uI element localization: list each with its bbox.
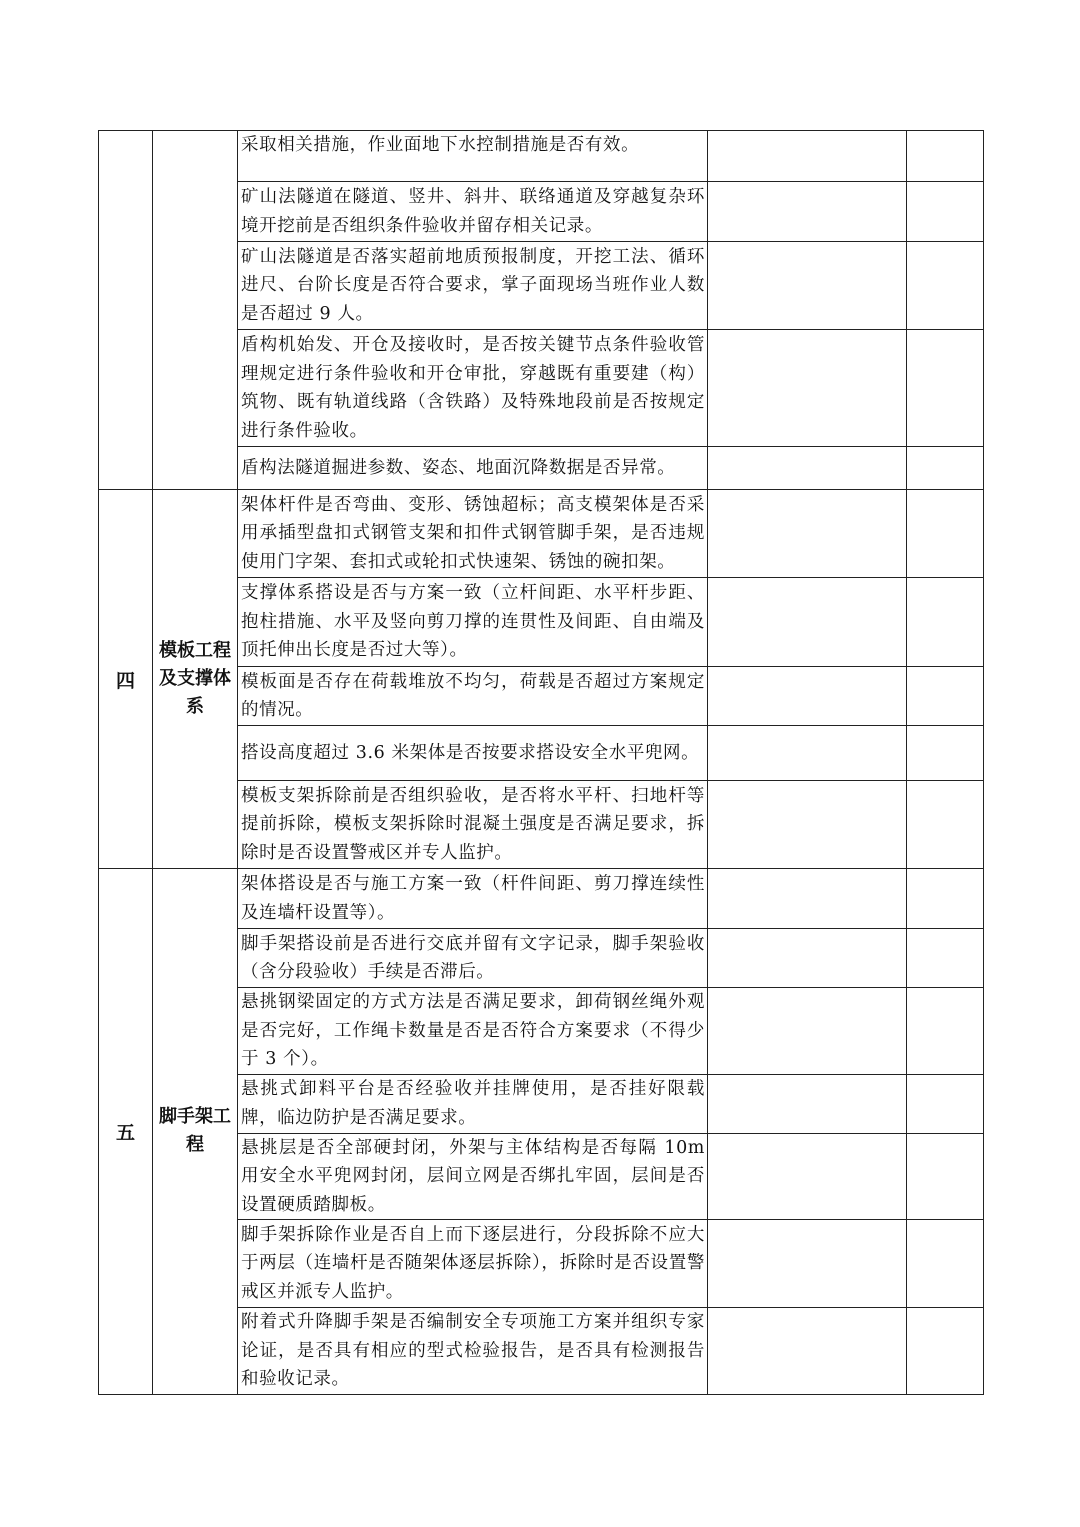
result-cell [708, 490, 907, 578]
remark-cell [907, 1220, 984, 1308]
check-item: 附着式升降脚手架是否编制安全专项施工方案并组织专家论证，是否具有相应的型式检验报告，是否具有检测报告和验收记录。 [238, 1308, 708, 1395]
section-number-cell: 四 [99, 490, 153, 869]
check-item: 模板面是否存在荷载堆放不均匀，荷载是否超过方案规定的情况。 [238, 667, 708, 726]
result-cell [708, 929, 907, 988]
result-cell [708, 988, 907, 1075]
check-item: 悬挑钢梁固定的方式方法是否满足要求，卸荷钢丝绳外观是否完好，工作绳卡数量是否是否符合方案要求（不得少于 3 个）。 [238, 988, 708, 1075]
result-cell [708, 447, 907, 490]
check-item: 盾构机始发、开仓及接收时，是否按关键节点条件验收管理规定进行条件验收和开仓审批，穿越既有重要建（构）筑物、既有轨道线路（含铁路）及特殊地段前是否按规定进行条件验收。 [238, 330, 708, 447]
remark-cell [907, 1074, 984, 1133]
check-item: 矿山法隧道在隧道、竖井、斜井、联络通道及穿越复杂环境开挖前是否组织条件验收并留存相关记录。 [238, 182, 708, 242]
check-item: 支撑体系搭设是否与方案一致（立杆间距、水平杆步距、抱柱措施、水平及竖向剪刀撑的连贯性及间距、自由端及顶托伸出长度是否过大等）。 [238, 578, 708, 667]
remark-cell [907, 869, 984, 929]
check-item: 搭设高度超过 3.6 米架体是否按要求搭设安全水平兜网。 [238, 726, 708, 781]
check-item: 悬挑层是否全部硬封闭，外架与主体结构是否每隔 10m 用安全水平兜网封闭，层间立网是否绑扎牢固，层间是否设置硬质踏脚板。 [238, 1133, 708, 1220]
check-item: 盾构法隧道掘进参数、姿态、地面沉降数据是否异常。 [238, 447, 708, 490]
inspection-checklist-table [98, 130, 984, 1395]
check-item: 脚手架搭设前是否进行交底并留有文字记录，脚手架验收（含分段验收）手续是否滞后。 [238, 929, 708, 988]
remark-cell [907, 447, 984, 490]
remark-cell [907, 929, 984, 988]
remark-cell [907, 490, 984, 578]
section-number-cell: 五 [99, 869, 153, 1395]
result-cell [708, 182, 907, 242]
check-item: 矿山法隧道是否落实超前地质预报制度，开挖工法、循环进尺、台阶长度是否符合要求，掌子面现场当班作业人数是否超过 9 人。 [238, 242, 708, 330]
remark-cell [907, 242, 984, 330]
result-cell [708, 781, 907, 869]
check-item: 采取相关措施，作业面地下水控制措施是否有效。 [238, 131, 708, 182]
section-category-cell: 脚手架工程 [153, 869, 238, 1395]
remark-cell [907, 131, 984, 182]
result-cell [708, 726, 907, 781]
result-cell [708, 1133, 907, 1220]
check-item: 模板支架拆除前是否组织验收，是否将水平杆、扫地杆等提前拆除，模板支架拆除时混凝土强度是否满足要求，拆除时是否设置警戒区并专人监护。 [238, 781, 708, 869]
result-cell [708, 1074, 907, 1133]
result-cell [708, 242, 907, 330]
result-cell [708, 1308, 907, 1395]
check-item: 脚手架拆除作业是否自上而下逐层进行，分段拆除不应大于两层（连墙杆是否随架体逐层拆除），拆除时是否设置警戒区并派专人监护。 [238, 1220, 708, 1308]
remark-cell [907, 330, 984, 447]
check-item: 悬挑式卸料平台是否经验收并挂牌使用，是否挂好限载牌，临边防护是否满足要求。 [238, 1074, 708, 1133]
remark-cell [907, 726, 984, 781]
section-category-cell [153, 131, 238, 490]
result-cell [708, 1220, 907, 1308]
result-cell [708, 667, 907, 726]
result-cell [708, 869, 907, 929]
result-cell [708, 131, 907, 182]
remark-cell [907, 1133, 984, 1220]
result-cell [708, 578, 907, 667]
check-item: 架体搭设是否与施工方案一致（杆件间距、剪刀撑连续性及连墙杆设置等）。 [238, 869, 708, 929]
remark-cell [907, 988, 984, 1075]
remark-cell [907, 667, 984, 726]
remark-cell [907, 781, 984, 869]
remark-cell [907, 182, 984, 242]
section-category-cell: 模板工程及支撑体系 [153, 490, 238, 869]
remark-cell [907, 578, 984, 667]
result-cell [708, 330, 907, 447]
remark-cell [907, 1308, 984, 1395]
section-number-cell [99, 131, 153, 490]
check-item: 架体杆件是否弯曲、变形、锈蚀超标；高支模架体是否采用承插型盘扣式钢管支架和扣件式钢管脚手架，是否违规使用门字架、套扣式或轮扣式快速架、锈蚀的碗扣架。 [238, 490, 708, 578]
